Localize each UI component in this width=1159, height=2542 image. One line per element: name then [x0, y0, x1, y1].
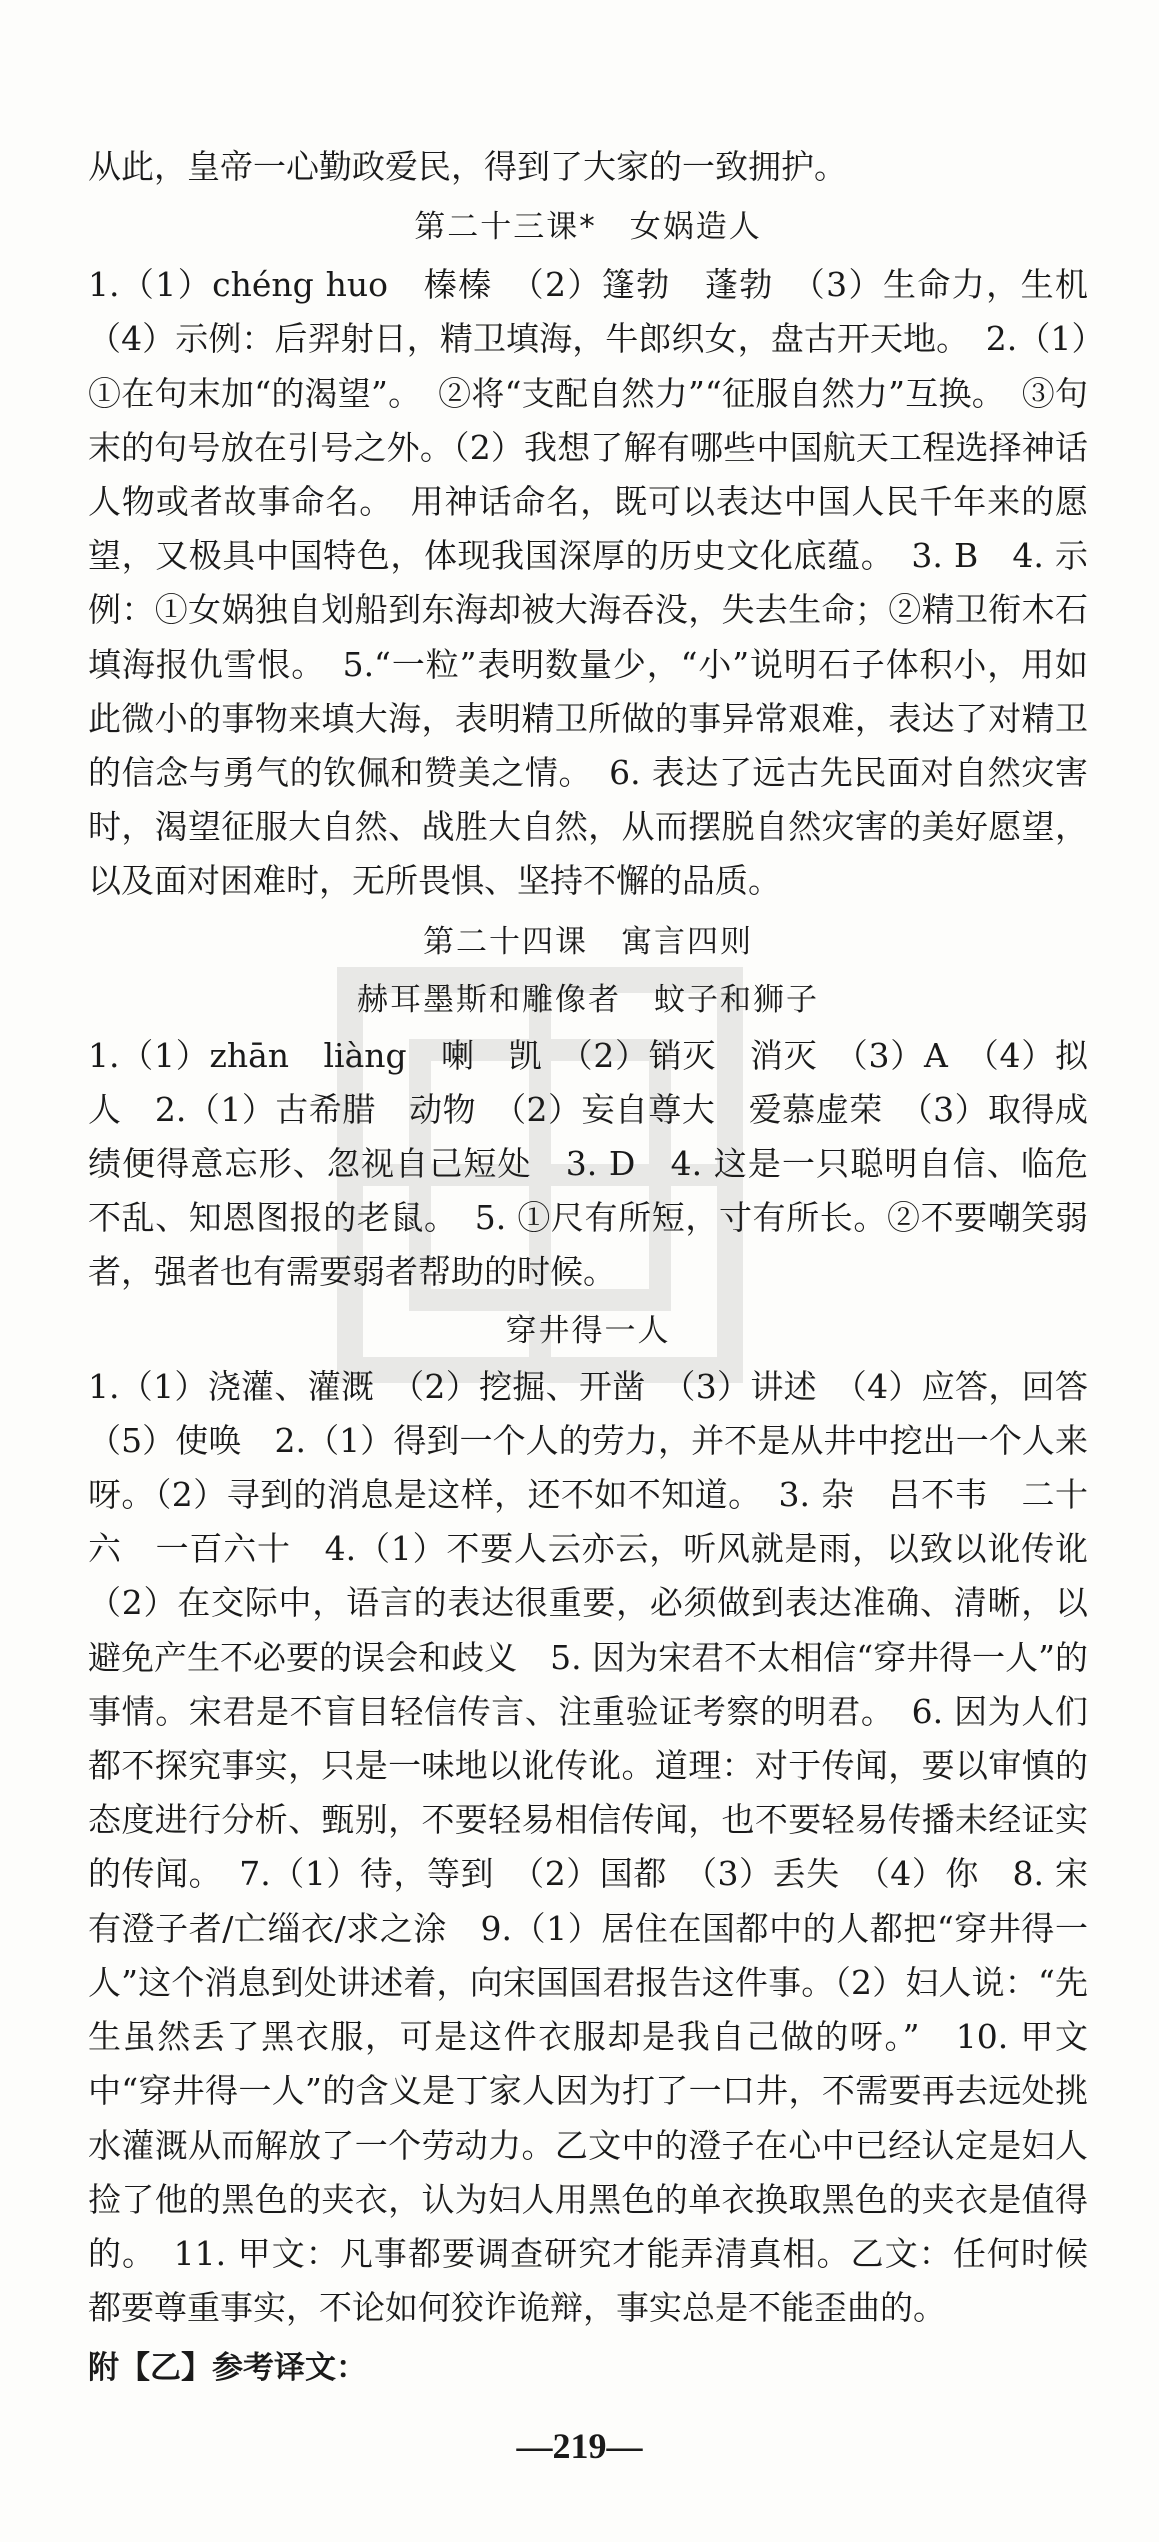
lesson-24-sub1-answers: 1.（1）zhān liàng 喇 凯 （2）销灭 消灭 （3）A （4）拟人 2.（1）古希腊 动物 （2）妄自尊大 爱慕虚荣 （3）取得成绩便得意忘形、忽视自己短处 3. D 4. 这是一只聪明自信、临危不乱、知恩图报的老鼠。 5. ①尺有所短，寸有所长。②不要嘲笑弱者，强者也有需要弱者帮助的时候。 — [88, 1035, 1088, 1292]
appendix-heading: 附【乙】参考译文： — [88, 2350, 367, 2387]
intro-line: 从此，皇帝一心勤政爱民，得到了大家的一致拥护。 — [88, 147, 847, 186]
page-content — [88, 140, 1121, 2395]
page-number: —219— — [516, 2426, 643, 2466]
lesson-24-sub1-title: 赫耳墨斯和雕像者 蚊子和狮子 — [357, 981, 819, 1018]
lesson-24-sub2-answers: 1.（1）浇灌、灌溉 （2）挖掘、开凿 （3）讲述 （4）应答，回答 （5）使唤 2.（1）得到一个人的劳力，并不是从井中挖出一个人来呀。（2）寻到的消息是这样，还不如不知道。 3. 杂 吕不韦 二十六 一百六十 4.（1）不要人云亦云，听风就是雨，以致以讹传讹 （2）在交际中，语言的表达很重要，必须做到表达准确、清晰，以避免产生不必要的误会和歧义 5. 因为宋君不太相信“穿井得一人”的事情。宋君是不盲目轻信传言、注重验证考察的明君。 6. 因为人们都不探究事实，只是一味地以讹传讹。道理：对于传闻，要以审慎的态度进行分析、甄别，不要轻易相信传闻，也不要轻易传播未经证实的传闻。 7.（1）待，等到 （2）国都 （3）丢失 （4）你 8. 宋有澄子者/亡缁衣/求之涂 9.（1）居住在国都中的人都把“穿井得一人”这个消息到处讲述着，向宋国国君报告这件事。（2）妇人说：“先生虽然丢了黑衣服，可是这件衣服却是我自己做的呀。” 10. 甲文中“穿井得一人”的含义是丁家人因为打了一口井，不需要再去远处挑水灌溉从而解放了一个劳动力。乙文中的澄子在心中已经认定是妇人捡了他的黑色的夹衣，认为妇人用黑色的单衣换取黑色的夹衣是值得的。 11. 甲文：凡事都要调查研究才能弄清真相。乙文：任何时候都要尊重事实，不论如何狡诈诡辩，事实总是不能歪曲的。 — [88, 1366, 1121, 2328]
lesson-23-answers: 1.（1）chéng huo 榛榛 （2）篷勃 蓬勃 （3）生命力，生机 （4）示例：后羿射日，精卫填海，牛郎织女，盘古开天地。 2.（1）①在句末加“的渴望”。 ②将“支配自然力”“征服自然力”互换。 ③句末的句号放在引号之外。（2）我想了解有哪些中国航天工程选择神话人物或者故事命名。 用神话命名，既可以表达中国人民千年来的愿望，又极具中国特色，体现我国深厚的历史文化底蕴。 3. B 4. 示例：①女娲独自划船到东海却被大海吞没，失去生命；②精卫衔木石填海报仇雪恨。 5.“一粒”表明数量少，“小”说明石子体积小，用如此微小的事物来填大海，表明精卫所做的事异常艰难，表达了对精卫的信念与勇气的钦佩和赞美之情。 6. 表达了远古先民面对自然灾害时，渴望征服大自然、战胜大自然，从而摆脱自然灾害的美好愿望，以及面对困难时，无所畏惧、坚持不懈的品质。 — [88, 265, 1121, 901]
lesson-24-sub2-title: 穿井得一人 — [505, 1312, 671, 1349]
lesson-24-title: 第二十四课 寓言四则 — [423, 923, 753, 960]
lesson-23-title: 第二十三课* 女娲造人 — [414, 209, 762, 246]
